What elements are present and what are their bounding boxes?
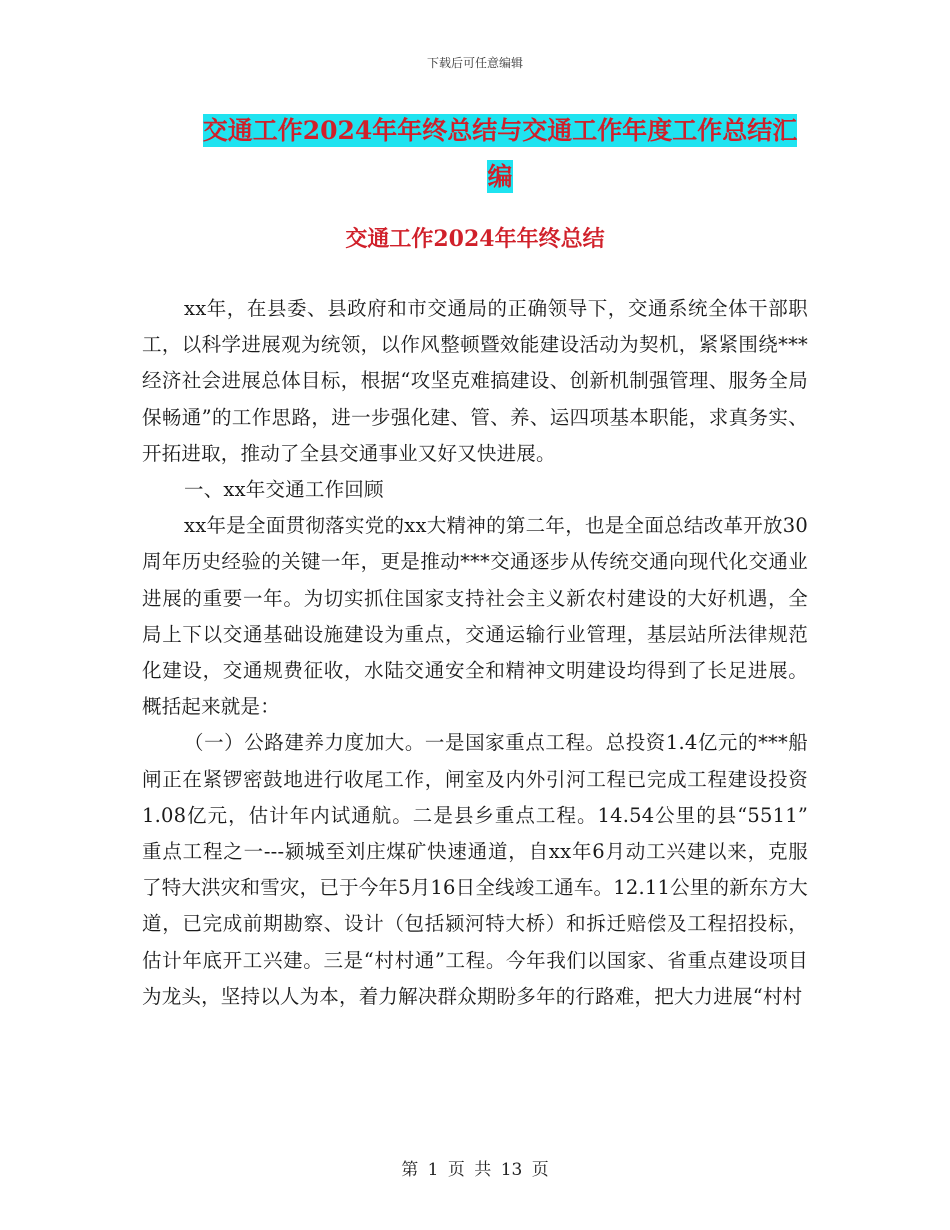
page-footer: 第 1 页 共 13 页 (401, 1160, 549, 1180)
paragraph-overview: xx年是全面贯彻落实党的xx大精神的第二年，也是全面总结改革开放30周年历史经验的关键一年，更是推动***交通逐步从传统交通向现代化交通业进展的重要一年。为切实抓住国家支持社会主义新农村建设的大好机遇，全局上下以交通基础设施建设为重点，交通运输行业管理，基层站所法律规范化建设，交通规费征收，水陆交通安全和精神文明建设均得到了长足进展。概括起来就是： (142, 514, 808, 719)
document-title-line1: 交通工作2024年年终总结与交通工作年度工作总结汇 (202, 116, 798, 145)
document-title-line2: 编 (487, 162, 513, 191)
paragraph-intro: xx年，在县委、县政府和市交通局的正确领导下，交通系统全体干部职工，以科学进展观为统领，以作风整顿暨效能建设活动为契机，紧紧围绕***经济社会进展总体目标，根据“攻坚克难搞建设、创新机制强管理、服务全局保畅通”的工作思路，进一步强化建、管、养、运四项基本职能，求真务实、开拓进取，推动了全县交通事业又好又快进展。 (142, 297, 808, 465)
paragraph-highway-construction: （一）公路建养力度加大。一是国家重点工程。总投资1.4亿元的***船闸正在紧锣密鼓地进行收尾工作，闸室及内外引河工程已完成工程建设投资1.08亿元，估计年内试通航。二是县乡重点工程。14.54公里的县“5511” 重点工程之一---颍城至刘庄煤矿快速通道，自xx年6月动工兴建以来，克服了特大洪灾和雪灾，已于今年5月16日全线竣工通车。12.11公里的新东方大道，已完成前期勘察、设计（包括颍河特大桥）和拆迁赔偿及工程招投标，估计年底开工兴建。三是“村村通”工程。今年我们以国家、省重点建设项目为龙头，坚持以人为本，着力解决群众期盼多年的行路难，把大力进展“村村 (142, 731, 808, 1008)
page-header-note: 下载后可任意编辑 (426, 56, 523, 70)
document-body (142, 291, 808, 1015)
document-title (150, 108, 850, 200)
section-title: 交通工作2024年年终总结 (345, 226, 605, 252)
paragraph-heading-review: 一、xx年交通工作回顾 (184, 478, 384, 502)
